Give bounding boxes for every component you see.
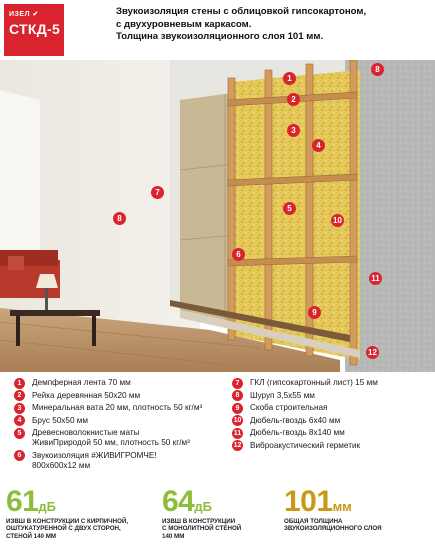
stat-value: 101 bbox=[284, 485, 333, 518]
stat-monolith-wall bbox=[162, 485, 242, 540]
marker-10: 10 bbox=[331, 214, 344, 227]
legend-text: Дюбель-гвоздь 6х40 мм bbox=[250, 415, 341, 425]
marker-5: 5 bbox=[283, 202, 296, 215]
legend-number: 12 bbox=[233, 442, 242, 450]
marker-2: 2 bbox=[287, 93, 300, 106]
stat-unit: мм bbox=[332, 499, 352, 514]
title-line: с двухуровневым каркасом. bbox=[116, 18, 252, 30]
legend-text: Виброакустический герметик bbox=[250, 440, 361, 450]
legend-right-column bbox=[232, 378, 432, 454]
stat-note bbox=[6, 518, 128, 540]
page-title bbox=[116, 6, 431, 44]
legend-text: ГКЛ (гипсокартонный лист) 15 мм bbox=[250, 378, 378, 387]
stat-brick-wall bbox=[6, 485, 129, 540]
stat-note-line: СТЕНОЙ 140 ММ bbox=[6, 532, 57, 540]
legend-text: Рейка деревянная 50х20 мм bbox=[32, 390, 141, 400]
title-line: Толщина звукоизоляционного слоя 101 мм. bbox=[116, 31, 324, 42]
stat-note bbox=[162, 518, 241, 540]
marker-3: 3 bbox=[287, 124, 300, 137]
stat-total-thickness bbox=[284, 485, 382, 533]
legend-text: Древесноволокнистые маты bbox=[32, 428, 140, 438]
legend-item bbox=[14, 416, 219, 426]
legend-number: 4 bbox=[14, 415, 25, 426]
marker-1: 1 bbox=[283, 72, 296, 85]
stat-unit: дБ bbox=[38, 499, 56, 514]
legend-text: Дюбель-гвоздь 8х140 мм bbox=[250, 428, 345, 438]
wall-cross-section-drawing bbox=[0, 60, 435, 372]
legend-item bbox=[232, 378, 432, 388]
stat-note-line: ОБЩАЯ ТОЛЩИНА bbox=[284, 518, 343, 525]
marker-8-top: 8 bbox=[371, 63, 384, 76]
legend-item bbox=[232, 403, 432, 413]
stat-note bbox=[284, 518, 382, 533]
product-code: СТКД-5 bbox=[9, 21, 61, 37]
stat-note-line: ОШТУКАТУРЕННОЙ С ДВУХ СТОРОН, bbox=[6, 525, 121, 533]
marker-8-room: 8 bbox=[113, 212, 126, 225]
wall-illustration bbox=[0, 60, 435, 372]
title-line: Звукоизоляция стены с облицовкой гипсокартоном, bbox=[116, 6, 367, 17]
legend-text: Брус 50х50 мм bbox=[32, 415, 89, 425]
stat-note-line: ИЗВШ В КОНСТРУКЦИИ С КИРПИЧНОЙ, bbox=[6, 518, 129, 525]
legend-number: 7 bbox=[232, 378, 243, 389]
legend-left-column bbox=[14, 378, 219, 474]
marker-4: 4 bbox=[312, 139, 325, 152]
legend-item bbox=[14, 451, 219, 471]
stat-note-line: ЗВУКОИЗОЛЯЦИОННОГО СЛОЯ bbox=[284, 525, 382, 533]
legend-number: 9 bbox=[232, 403, 243, 414]
legend-item bbox=[14, 378, 219, 388]
legend-text: Скоба строительная bbox=[250, 403, 328, 413]
marker-11: 11 bbox=[369, 272, 382, 285]
legend-number: 3 bbox=[14, 403, 25, 414]
stat-note-line: ИЗВШ В КОНСТРУКЦИИ bbox=[162, 518, 236, 525]
legend-item bbox=[14, 403, 219, 413]
legend-text: Шуруп 3,5х55 мм bbox=[250, 390, 315, 400]
marker-9: 9 bbox=[308, 306, 321, 319]
legend-text: 800х600х12 мм bbox=[32, 460, 91, 470]
legend-text: Минеральная вата 20 мм, плотность 50 кг/м³ bbox=[32, 403, 203, 413]
brand-badge bbox=[4, 4, 64, 56]
marker-7: 7 bbox=[151, 186, 164, 199]
legend-text: Демпферная лента 70 мм bbox=[32, 378, 131, 387]
stat-note-line: С МОНОЛИТНОЙ СТЕНОЙ bbox=[162, 525, 242, 533]
legend-number: 2 bbox=[14, 390, 25, 401]
legend-number: 8 bbox=[232, 390, 243, 401]
legend-item bbox=[14, 428, 219, 448]
legend-item bbox=[232, 416, 432, 426]
legend-item bbox=[232, 391, 432, 401]
legend-number: 1 bbox=[14, 378, 25, 389]
legend-number: 6 bbox=[14, 450, 25, 461]
stat-note-line: 140 ММ bbox=[162, 532, 185, 540]
legend-number: 11 bbox=[233, 429, 242, 437]
legend-text: ЖивиПриродой 50 мм, плотность 50 кг/м³ bbox=[32, 438, 190, 448]
marker-6: 6 bbox=[232, 248, 245, 261]
stat-unit: дБ bbox=[194, 499, 212, 514]
brand-logo: ИЗЕЛ ✔ bbox=[9, 11, 39, 18]
legend-item bbox=[232, 441, 432, 451]
stat-value: 61 bbox=[6, 485, 39, 518]
marker-12: 12 bbox=[366, 346, 379, 359]
legend-item bbox=[14, 391, 219, 401]
legend-text: Звукоизоляция #ЖИВИГРОМЧЕ! bbox=[32, 450, 157, 460]
legend-item bbox=[232, 428, 432, 438]
legend-number: 5 bbox=[14, 428, 25, 439]
stat-value: 64 bbox=[162, 485, 195, 518]
legend-number: 10 bbox=[233, 417, 242, 425]
